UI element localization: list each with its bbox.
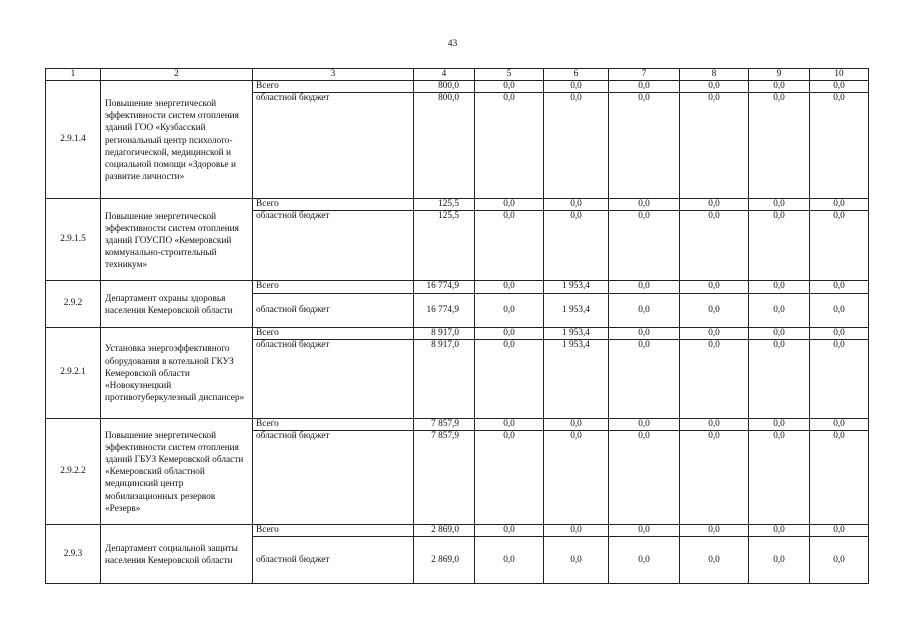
value-cell: 800,0: [414, 93, 475, 199]
value-cell: 0,0: [749, 525, 810, 537]
funding-source: Всего: [253, 199, 414, 211]
funding-source: областной бюджет: [253, 211, 414, 281]
value-cell: 0,0: [544, 537, 609, 584]
funding-source: Всего: [253, 418, 414, 430]
row-name: Повышение энергетической эффективности систем отопления зданий ГОО «Кузбасский региональный центр психолого-педагогической, медицинской и социальной помощи «Здоровье и развитие личности»: [101, 81, 253, 199]
value-cell: 800,0: [414, 81, 475, 93]
value-cell: 0,0: [544, 525, 609, 537]
value-cell: 0,0: [609, 537, 680, 584]
value-cell: 0,0: [810, 81, 869, 93]
value-cell: 0,0: [609, 418, 680, 430]
column-header: 2: [101, 69, 253, 81]
value-cell: 0,0: [475, 327, 544, 339]
funding-source: областной бюджет: [253, 93, 414, 199]
value-cell: 0,0: [749, 93, 810, 199]
page-number: 43: [447, 39, 458, 49]
value-cell: 0,0: [680, 418, 749, 430]
value-cell: 8 917,0: [414, 327, 475, 339]
row-name: Департамент охраны здоровья населения Кемеровской области: [101, 281, 253, 327]
value-cell: 0,0: [609, 327, 680, 339]
value-cell: 0,0: [544, 93, 609, 199]
value-cell: 0,0: [609, 525, 680, 537]
column-header: 4: [414, 69, 475, 81]
table-row: [46, 281, 869, 293]
value-cell: 0,0: [680, 339, 749, 418]
value-cell: 0,0: [680, 281, 749, 293]
value-cell: 0,0: [680, 293, 749, 327]
funding-source: областной бюджет: [253, 537, 414, 584]
column-number-row: [46, 69, 869, 81]
value-cell: 0,0: [475, 537, 544, 584]
funding-source: областной бюджет: [253, 339, 414, 418]
value-cell: 0,0: [810, 211, 869, 281]
value-cell: 0,0: [609, 211, 680, 281]
row-code: 2.9.3: [46, 525, 101, 584]
value-cell: 8 917,0: [414, 339, 475, 418]
value-cell: 0,0: [609, 81, 680, 93]
value-cell: 1 953,4: [544, 293, 609, 327]
value-cell: 0,0: [544, 211, 609, 281]
value-cell: 0,0: [475, 431, 544, 525]
value-cell: 0,0: [475, 199, 544, 211]
value-cell: 0,0: [475, 81, 544, 93]
table-row: [46, 418, 869, 430]
value-cell: 0,0: [680, 327, 749, 339]
column-header: 8: [680, 69, 749, 81]
row-code: 2.9.2.2: [46, 418, 101, 524]
table-row: [46, 81, 869, 93]
value-cell: 0,0: [810, 525, 869, 537]
value-cell: 0,0: [609, 281, 680, 293]
row-code: 2.9.1.4: [46, 81, 101, 199]
value-cell: 125,5: [414, 211, 475, 281]
row-code: 2.9.2.1: [46, 327, 101, 418]
value-cell: 0,0: [749, 81, 810, 93]
value-cell: 0,0: [609, 431, 680, 525]
value-cell: 0,0: [749, 431, 810, 525]
column-header: 3: [253, 69, 414, 81]
value-cell: 0,0: [749, 211, 810, 281]
column-header: 5: [475, 69, 544, 81]
column-header: 9: [749, 69, 810, 81]
value-cell: 0,0: [810, 281, 869, 293]
value-cell: 0,0: [475, 525, 544, 537]
value-cell: 0,0: [810, 339, 869, 418]
value-cell: 0,0: [810, 293, 869, 327]
value-cell: 0,0: [749, 293, 810, 327]
value-cell: 0,0: [680, 537, 749, 584]
row-code: 2.9.1.5: [46, 199, 101, 281]
value-cell: 0,0: [810, 199, 869, 211]
column-header: 10: [810, 69, 869, 81]
value-cell: 0,0: [475, 281, 544, 293]
funding-source: Всего: [253, 81, 414, 93]
funding-source: Всего: [253, 525, 414, 537]
value-cell: 0,0: [680, 93, 749, 199]
table-row: [46, 199, 869, 211]
column-header: 6: [544, 69, 609, 81]
value-cell: 0,0: [810, 93, 869, 199]
row-name: Повышение энергетической эффективности систем отопления зданий ГБУЗ Кемеровской области «Кемеровский областной медицинский центр мобилизационных резервов «Резерв»: [101, 418, 253, 524]
value-cell: 0,0: [609, 339, 680, 418]
value-cell: 1 953,4: [544, 281, 609, 293]
value-cell: 0,0: [680, 199, 749, 211]
value-cell: 7 857,9: [414, 431, 475, 525]
value-cell: 0,0: [810, 431, 869, 525]
value-cell: 0,0: [680, 81, 749, 93]
value-cell: 2 869,0: [414, 537, 475, 584]
value-cell: 1 953,4: [544, 327, 609, 339]
value-cell: 0,0: [609, 199, 680, 211]
value-cell: 0,0: [810, 418, 869, 430]
value-cell: 0,0: [475, 339, 544, 418]
value-cell: 0,0: [749, 281, 810, 293]
table-row: [46, 327, 869, 339]
value-cell: 0,0: [609, 93, 680, 199]
value-cell: 0,0: [749, 199, 810, 211]
row-name: Департамент социальной защиты населения Кемеровской области: [101, 525, 253, 584]
value-cell: 0,0: [810, 327, 869, 339]
table-row: [46, 525, 869, 537]
value-cell: 0,0: [475, 293, 544, 327]
value-cell: 0,0: [749, 418, 810, 430]
row-code: 2.9.2: [46, 281, 101, 327]
funding-source: Всего: [253, 327, 414, 339]
row-name: Повышение энергетической эффективности систем отопления зданий ГОУСПО «Кемеровский коммунально-строительный техникум»: [101, 199, 253, 281]
value-cell: 16 774,9: [414, 293, 475, 327]
value-cell: 125,5: [414, 199, 475, 211]
value-cell: 1 953,4: [544, 339, 609, 418]
funding-source: областной бюджет: [253, 293, 414, 327]
value-cell: 0,0: [609, 293, 680, 327]
value-cell: 0,0: [680, 525, 749, 537]
value-cell: 0,0: [544, 418, 609, 430]
value-cell: 2 869,0: [414, 525, 475, 537]
value-cell: 16 774,9: [414, 281, 475, 293]
value-cell: 0,0: [475, 93, 544, 199]
value-cell: 0,0: [749, 327, 810, 339]
column-header: 1: [46, 69, 101, 81]
value-cell: 0,0: [680, 431, 749, 525]
funding-source: Всего: [253, 281, 414, 293]
value-cell: 0,0: [544, 199, 609, 211]
funding-source: областной бюджет: [253, 431, 414, 525]
budget-table: [45, 68, 869, 584]
column-header: 7: [609, 69, 680, 81]
value-cell: 0,0: [544, 431, 609, 525]
value-cell: 0,0: [475, 211, 544, 281]
value-cell: 7 857,9: [414, 418, 475, 430]
value-cell: 0,0: [749, 537, 810, 584]
row-name: Установка энергоэффективного оборудования в котельной ГКУЗ Кемеровской области «Новокузнецкий противотуберкулезный диспансер»: [101, 327, 253, 418]
value-cell: 0,0: [810, 537, 869, 584]
value-cell: 0,0: [680, 211, 749, 281]
value-cell: 0,0: [544, 81, 609, 93]
value-cell: 0,0: [475, 418, 544, 430]
value-cell: 0,0: [749, 339, 810, 418]
